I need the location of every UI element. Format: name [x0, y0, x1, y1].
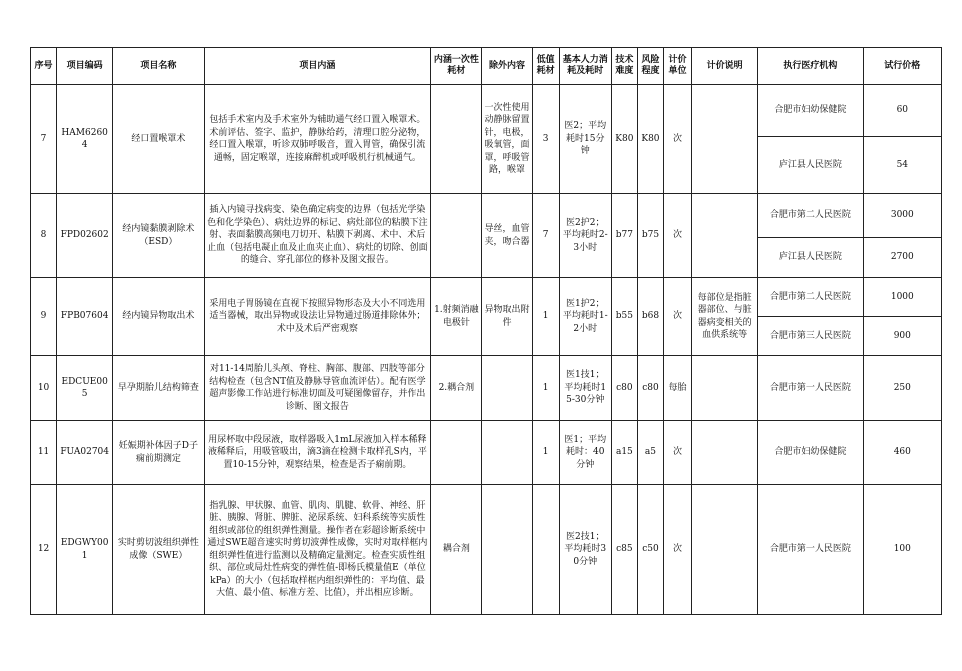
cell-content: 采用电子胃肠镜在直视下按照异物形态及大小不同选用适当器械，取出异物或设法让异物通过肠道排除体外；术中及术后严密观察 — [204, 278, 431, 356]
cell-price: 1000 — [863, 278, 941, 317]
header-institution: 执行医疗机构 — [758, 48, 863, 85]
cell-excluded — [482, 421, 532, 485]
cell-tech: K80 — [611, 85, 637, 194]
cell-content: 指乳腺、甲状腺、血管、肌肉、肌腱、软骨、神经、肝脏、胰腺、肾脏、脾脏、泌尿系统、妇科系统等实质性组织或部位的组织弹性测量。操作者在彩超诊断系统中通过SWE超音速实时剪切波弹性成像，实时对取样框内组织弹性值进行监测以及精确定量测定。检查实质性组织、部位或局灶性病变的弹性值-即杨氏模量值E（单位kPa）的大小（包括取样框内组织弹性的：平均值、最大值、最小值、标准方差、比值），并出相应诊断。 — [204, 485, 431, 615]
cell-consumables — [431, 421, 482, 485]
cell-seq: 9 — [31, 278, 57, 356]
cell-institution: 合肥市第二人民医院 — [758, 278, 863, 317]
cell-institution: 合肥市第一人民医院 — [758, 485, 863, 615]
cell-risk: a5 — [637, 421, 663, 485]
cell-seq: 7 — [31, 85, 57, 194]
cell-seq: 10 — [31, 356, 57, 421]
table-row — [31, 421, 942, 485]
cell-excluded: 导丝，血管夹，吻合器 — [482, 194, 532, 278]
cell-risk: c50 — [637, 485, 663, 615]
cell-code: EDCUE005 — [57, 356, 113, 421]
cell-unit: 次 — [663, 278, 691, 356]
cell-excluded — [482, 356, 532, 421]
cell-risk: c80 — [637, 356, 663, 421]
cell-name: 经内镜黏膜剥除术（ESD） — [113, 194, 204, 278]
header-low-value: 低值耗材 — [532, 48, 559, 85]
cell-labor: 医2护2；平均耗时2-3小时 — [559, 194, 611, 278]
cell-name: 实时剪切波组织弹性成像（SWE） — [113, 485, 204, 615]
cell-code: EDGWY001 — [57, 485, 113, 615]
table-row — [31, 194, 942, 238]
cell-low-value: 1 — [532, 278, 559, 356]
cell-low-value: 1 — [532, 356, 559, 421]
cell-code: FUA02704 — [57, 421, 113, 485]
cell-labor: 医2；平均耗时15分钟 — [559, 85, 611, 194]
cell-name: 经内镜异物取出术 — [113, 278, 204, 356]
cell-code: FPD02602 — [57, 194, 113, 278]
table-row — [31, 485, 942, 615]
cell-low-value — [532, 485, 559, 615]
cell-consumables — [431, 194, 482, 278]
cell-price-note: 每部位是指脏器部位、与脏器病变相关的血供系统等 — [692, 278, 758, 356]
cell-low-value: 3 — [532, 85, 559, 194]
cell-name: 经口置喉罩术 — [113, 85, 204, 194]
cell-unit: 每胎 — [663, 356, 691, 421]
cell-consumables: 2.耦合剂 — [431, 356, 482, 421]
table-row — [31, 85, 942, 137]
cell-price-note — [692, 85, 758, 194]
cell-institution: 庐江县人民医院 — [758, 137, 863, 194]
cell-risk: K80 — [637, 85, 663, 194]
pricing-table — [30, 47, 942, 615]
cell-name: 妊娠期补体因子D子痫前期测定 — [113, 421, 204, 485]
cell-labor: 医2技1；平均耗时30分钟 — [559, 485, 611, 615]
cell-risk: b75 — [637, 194, 663, 278]
table-row — [31, 278, 942, 317]
cell-seq: 11 — [31, 421, 57, 485]
cell-price-note — [692, 485, 758, 615]
cell-price-note — [692, 421, 758, 485]
header-trial-price: 试行价格 — [863, 48, 941, 85]
cell-price: 3000 — [863, 194, 941, 238]
cell-labor: 医1；平均耗时：40分钟 — [559, 421, 611, 485]
cell-price: 250 — [863, 356, 941, 421]
cell-consumables: 1.射频消融电极针 — [431, 278, 482, 356]
cell-tech: b55 — [611, 278, 637, 356]
header-seq: 序号 — [31, 48, 57, 85]
cell-institution: 庐江县人民医院 — [758, 238, 863, 278]
cell-content: 用尿杯取中段尿液，取样器吸入1mL尿液加入样本稀释液稀释后，用吸管吸出，滴3滴在检测卡取样孔S内，平置10-15分钟，观察结果，检查是否子痫前期。 — [204, 421, 431, 485]
cell-risk: b68 — [637, 278, 663, 356]
cell-name: 早孕期胎儿结构筛查 — [113, 356, 204, 421]
cell-tech: b77 — [611, 194, 637, 278]
cell-content: 包括手术室内及手术室外为辅助通气经口置入喉罩术。术前评估、签字、监护，静脉给药，清理口腔分泌物，经口置入喉罩，听诊双肺呼吸音，置入胃管，确保引流通畅，固定喉罩，连接麻醉机或呼吸机行机械通气。 — [204, 85, 431, 194]
cell-tech: c85 — [611, 485, 637, 615]
cell-institution: 合肥市妇幼保健院 — [758, 85, 863, 137]
cell-content: 对11-14周胎儿头颅、脊柱、胸部、腹部、四肢等部分结构检查（包含NT值及静脉导管血流评估）。配有医学超声影像工作站进行标准切面及可疑图像留存，并作出诊断、图文报告 — [204, 356, 431, 421]
cell-institution: 合肥市第二人民医院 — [758, 194, 863, 238]
header-price-note: 计价说明 — [692, 48, 758, 85]
cell-low-value: 1 — [532, 421, 559, 485]
header-excluded: 除外内容 — [482, 48, 532, 85]
cell-unit: 次 — [663, 194, 691, 278]
cell-institution: 合肥市第一人民医院 — [758, 356, 863, 421]
cell-price: 460 — [863, 421, 941, 485]
cell-consumables — [431, 85, 482, 194]
cell-unit: 次 — [663, 85, 691, 194]
header-content: 项目内涵 — [204, 48, 431, 85]
cell-price: 100 — [863, 485, 941, 615]
cell-excluded — [482, 485, 532, 615]
table-row — [31, 356, 942, 421]
cell-seq: 8 — [31, 194, 57, 278]
header-code: 项目编码 — [57, 48, 113, 85]
cell-tech: c80 — [611, 356, 637, 421]
cell-excluded: 异物取出附件 — [482, 278, 532, 356]
cell-price-note — [692, 356, 758, 421]
header-consumables: 内涵一次性耗材 — [431, 48, 482, 85]
cell-price: 54 — [863, 137, 941, 194]
header-risk: 风险程度 — [637, 48, 663, 85]
cell-low-value: 7 — [532, 194, 559, 278]
table-header-row — [31, 48, 942, 85]
cell-excluded: 一次性使用动静脉留置针，电极，吸氧管，面罩，呼吸管路，喉罩 — [482, 85, 532, 194]
cell-price: 2700 — [863, 238, 941, 278]
cell-unit: 次 — [663, 421, 691, 485]
cell-consumables: 耦合剂 — [431, 485, 482, 615]
cell-price: 900 — [863, 317, 941, 356]
cell-content: 插入内镜寻找病变、染色确定病变的边界（包括光学染色和化学染色）、病灶边界的标记、病灶部位的粘膜下注射、表面黏膜高频电刀切开、粘膜下剥离、术中、术后止血（包括电凝止血及止血夹止血）、病灶的切除、创面的缝合、穿孔部位的修补及图文报告。 — [204, 194, 431, 278]
header-labor: 基本人力消耗及耗时 — [559, 48, 611, 85]
header-tech: 技术难度 — [611, 48, 637, 85]
cell-code: HAM62604 — [57, 85, 113, 194]
cell-institution: 合肥市妇幼保健院 — [758, 421, 863, 485]
cell-unit: 次 — [663, 485, 691, 615]
cell-price: 60 — [863, 85, 941, 137]
header-unit: 计价单位 — [663, 48, 691, 85]
cell-labor: 医1护2；平均耗时1-2小时 — [559, 278, 611, 356]
cell-tech: a15 — [611, 421, 637, 485]
cell-code: FPB07604 — [57, 278, 113, 356]
cell-price-note — [692, 194, 758, 278]
header-name: 项目名称 — [113, 48, 204, 85]
cell-labor: 医1技1；平均耗时15-30分钟 — [559, 356, 611, 421]
cell-institution: 合肥市第三人民医院 — [758, 317, 863, 356]
cell-seq: 12 — [31, 485, 57, 615]
